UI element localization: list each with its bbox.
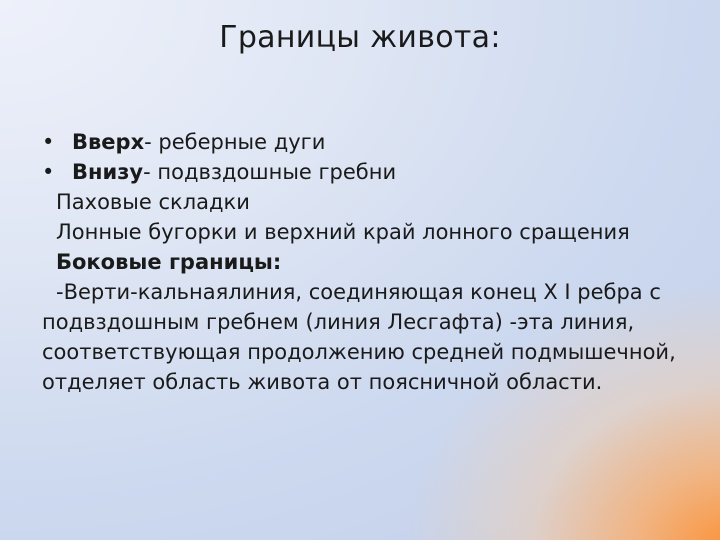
lateral-heading: Боковые границы: <box>56 250 282 274</box>
inguinal-line: Паховые складки <box>56 190 250 214</box>
slide-content <box>42 127 692 397</box>
lower-text: - подвздошные гребни <box>143 160 397 184</box>
slide-title: Границы живота: <box>219 20 501 55</box>
lateral-text: -Верти-кальнаялиния, соединяющая конец X I ребра с подвздошным гребнем (линия Лесгафта) -эта линия, соответствующая продолжению средней подмышечной, отделяет область живота от поясничной области. <box>42 280 676 394</box>
bullet-icon: • <box>42 130 55 154</box>
upper-text: - реберные дуги <box>144 130 326 154</box>
pubic-line: Лонные бугорки и верхний край лонного сращения <box>56 220 630 244</box>
list-item-upper <box>42 127 692 157</box>
list-item-lower <box>42 157 692 187</box>
lower-label: Внизу <box>72 160 144 184</box>
bullet-icon: • <box>42 160 55 184</box>
upper-label: Вверх <box>72 130 145 154</box>
